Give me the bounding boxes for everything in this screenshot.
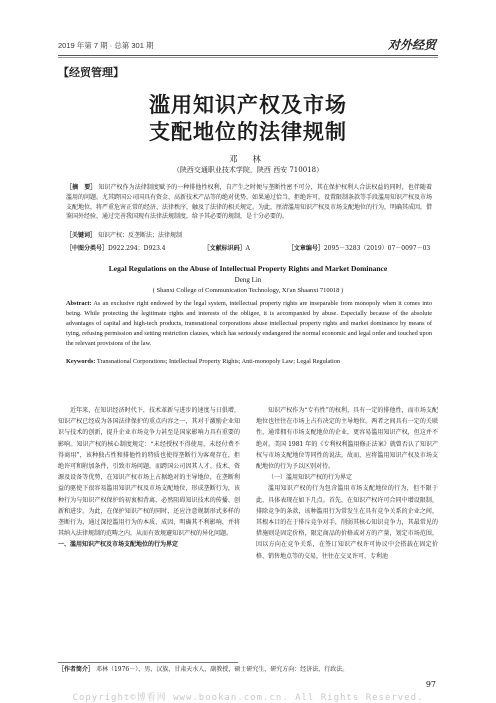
body-right-paragraph-2: 滥用知识产权的行为包含滥用市场支配地位的行为，但不限于此，具体表现在如下几点。首先，在知识产权许可合同中增设限制，排除竞争的条款，该种滥用行为常发生在具有竞争关系的企业之间，其根本目的在于排斥竞争对手，削弱其核心知识竞争力，其最常见的措施则是固定价格，限定商品的价格或对方的产量，划定市场范围，因以方向在竞争关系，在签订知识产权许可协议中会搭载在固定价格、销售地点等的交易，往往在交叉许可、专利池 — [256, 485, 438, 560]
doc-label: ［文献标识码］ — [203, 245, 246, 252]
clc-value: D922.294；D923.4 — [108, 245, 166, 252]
abstract-cn-label: ［摘 要］ — [66, 184, 97, 191]
keywords-cn-label: ［关键词］ — [66, 232, 97, 239]
abstract-cn — [66, 183, 432, 222]
en-title: Legal Regulations on the Abuse of Intellectual Property Rights and Market Dominance — [108, 264, 388, 273]
title-line-1: 滥用知识产权及市场 — [149, 92, 347, 117]
keywords-cn — [66, 231, 432, 241]
author: 邓 林 — [229, 155, 267, 165]
en-affiliation: ( Shanxi College of Communication Technology, Xi'an Shaanxi 710018 ) — [152, 287, 344, 294]
author-note-rule — [58, 662, 238, 663]
en-abstract — [66, 299, 432, 349]
doc-value: A — [245, 245, 250, 252]
keywords-cn-text: 知识产权；反垄断法；法律规制 — [97, 232, 182, 239]
header-rule — [58, 55, 438, 56]
page-number: 97 — [425, 680, 436, 689]
author-note — [58, 664, 438, 673]
body-left-paragraph: 近年来，在知识经济时代下，技术革新与进步的速度与日俱增，知识产权已经成为各国法律保护的重点内容之一，其对于激励企业知识与技术的创新，提升企业市场竞争力甚至是国家影响力具有重要的影响。知识产权的核心制度规定：“未经授权不得使用，未经付费不得商用”，该种独占性和排他性的特质也使得垄断行为客观存在，拒绝许可和附加条件，引致市场问题，而跨国公司因其人才、技术、资源及设备等优势，在知识产权市场上占据绝对的主导地位，在垄断利益的驱使下很容易滥用知识产权及市场支配地位，形成垄断行为，该种行为与知识产权保护的初衷相背离，必然阻碍知识技术的传播、创新和进步。为此，在保护知识产权的同时，还应注意规制形式多样的垄断行为，通过深挖滥用行为的本质、成因，明确其不利影响，并将其纳入法律规制的范畴之内，从而有效规避知识产权的异化问题。 — [58, 407, 240, 538]
header-rule-thin — [58, 57, 438, 58]
en-keywords-label: Keywords: — [66, 358, 96, 365]
article-label: ［文章编号］ — [287, 245, 324, 252]
section-heading-1: 一、滥用知识产权及市场支配地位的行为界定 — [58, 541, 179, 549]
article-value: 2095－3283（2019）07－0097－03 — [323, 245, 431, 252]
subsection-heading-1: （一）滥用知识产权的行为界定 — [268, 474, 353, 482]
clc-label: ［中图分类号］ — [66, 245, 109, 252]
column-tag: 【经贸管理】 — [58, 66, 124, 79]
issue-label: 2019 年第 7 期 · 总第 301 期 — [58, 41, 154, 50]
affiliation: （陕西交通职业技术学院，陕西 西安 710018） — [172, 166, 324, 174]
author-note-label: ［作者简介］ — [58, 666, 95, 673]
body-right-paragraph-1: 知识产权作为“专有性”的权利，具有一定的排他性，而市场支配地位也往往在市场上占有决定的主导地位。两者之间具有一定的关联性，通常拥有市场支配地位的企业，更容易滥用知识产权，但这并不绝对。美国 1981 年的《专利权利滥用修正法案》就曾否认了知识产权与市场支配地位等同性的说法，故而，应将滥用知识产权及市场支配地位的行为予以区别对待。 — [256, 407, 438, 471]
author-note-text: 邓林（1976－），男，汉族，甘肃天水人，副教授，硕士研究生，研究方向：经济法、行政法。 — [95, 666, 349, 673]
body-right-column — [256, 405, 438, 562]
title-line-2: 支配地位的法律规制 — [149, 119, 347, 144]
body-left-column — [58, 405, 240, 551]
en-keywords — [66, 357, 432, 367]
copyright-watermark: Copyright©博看网 www.bookan.com.cn. All Rights Reserved. — [72, 693, 424, 703]
meta-line — [66, 243, 466, 252]
en-abstract-text: As an exclusive right endowed by the legal system, intellectual property rights are inseparable from monopoly when it comes into being. While protecting the legitimate rights and interests of the obligee, it is accompanied by abuse. Especially because of the absolute advantages of capital and high-tech products, transnational corporations abuse intellectual property rights and market dominance by means of tying, refusing permission and setting restriction clauses, which has seriously endangered the normal economic and legal order and touched upon the relevant provisions of the law. — [66, 300, 432, 347]
en-keywords-text: Transnational Corporations; Intellectual Property Rights; Anti-monopoly Law; Legal Regulation — [96, 358, 341, 365]
en-abstract-label: Abstract: — [66, 300, 92, 307]
magazine-name: 对外经贸 — [387, 38, 436, 52]
en-author: Deng Lin — [234, 276, 262, 284]
abstract-cn-text: 知识产权作为法律制度赋予的一种排他性权利，自产生之时便与垄断性密不可分，其在保护权利人合法权益的同时，也伴随着滥用的问题。尤其跨国公司国具有资金、高新技术产品等的绝对优势，如果通过恰当，拒绝许可，设置限制条款等手段滥用知识产权及市场支配地位，将严重危害正常的经济、法律秩序，触及了法律的相关规定。为此，厘清滥用知识产权及市场支配地位的行为，明确其成因，借鉴国外经验，通过完善我国现有法律法规制度，给予其必要的规制，是十分必要的。 — [66, 184, 433, 221]
